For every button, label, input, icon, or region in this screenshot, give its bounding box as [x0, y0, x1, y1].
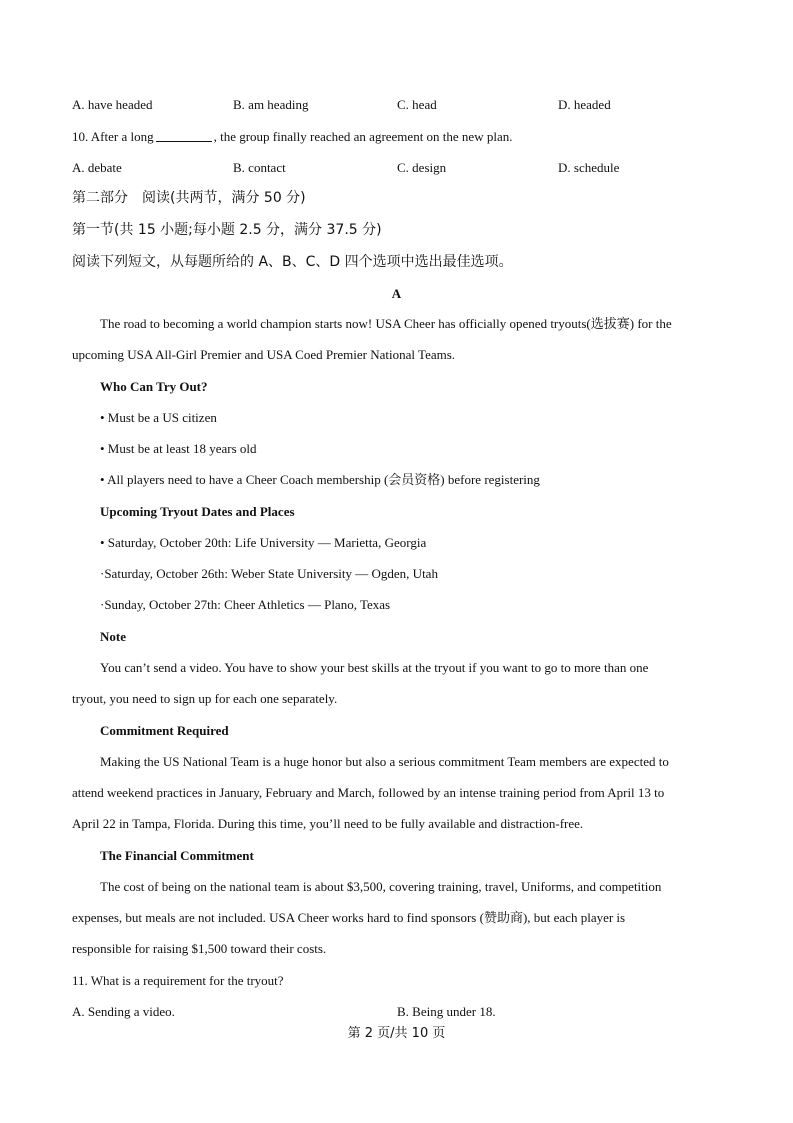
- financial-line-2: expenses, but meals are not included. USA Cheer works hard to find sponsors (赞助商), but each player is: [72, 910, 626, 925]
- commitment-line-1: Making the US National Team is a huge honor but also a serious commitment Team members are expected to: [100, 754, 669, 769]
- q9-option-a: A. have headed: [72, 97, 153, 112]
- q11-option-b: B. Being under 18.: [397, 1004, 496, 1019]
- financial-heading: The Financial Commitment: [100, 848, 254, 863]
- q10-blank: [156, 141, 212, 142]
- passage-intro-2: upcoming USA All-Girl Premier and USA Coed Premier National Teams.: [72, 347, 456, 362]
- financial-line-1: The cost of being on the national team is about $3,500, covering training, travel, Uniforms, and competition: [100, 879, 662, 894]
- q10-option-d: D. schedule: [558, 160, 620, 175]
- q10-suffix: , the group finally reached an agreement on the new plan.: [213, 129, 513, 144]
- note-heading: Note: [100, 629, 126, 644]
- page-footer: 第 2 页/共 10 页: [347, 1026, 446, 1041]
- q10-option-c: C. design: [397, 160, 447, 175]
- financial-line-3: responsible for raising $1,500 toward their costs.: [72, 941, 327, 956]
- q10-option-a: A. debate: [72, 160, 122, 175]
- section-title: 第一节(共 15 小题;每小题 2.5 分，满分 37.5 分): [72, 222, 382, 238]
- q10-stem: [72, 129, 793, 145]
- q9-option-b: B. am heading: [233, 97, 309, 112]
- dates-item-1: • Saturday, October 20th: Life University — Marietta, Georgia: [100, 535, 427, 550]
- note-line-2: tryout, you need to sign up for each one separately.: [72, 691, 338, 706]
- commitment-line-2: attend weekend practices in January, February and March, followed by an intense training period from April 13 to: [72, 785, 665, 800]
- commitment-line-3: April 22 in Tampa, Florida. During this time, you’ll need to be fully available and distraction-free.: [72, 816, 584, 831]
- passage-label: A: [391, 286, 402, 301]
- who-item-1: • Must be a US citizen: [100, 410, 217, 425]
- commitment-heading: Commitment Required: [100, 723, 229, 738]
- dates-heading: Upcoming Tryout Dates and Places: [100, 504, 295, 519]
- q10-prefix: 10. After a long: [72, 129, 154, 144]
- who-item-2: • Must be at least 18 years old: [100, 441, 257, 456]
- q9-option-c: C. head: [397, 97, 437, 112]
- q10-option-b: B. contact: [233, 160, 286, 175]
- q11-stem: 11. What is a requirement for the tryout?: [72, 973, 284, 988]
- dates-item-2: ·Saturday, October 26th: Weber State University — Ogden, Utah: [100, 566, 438, 581]
- dates-item-3: ·Sunday, October 27th: Cheer Athletics — Plano, Texas: [100, 597, 391, 612]
- q11-option-a: A. Sending a video.: [72, 1004, 175, 1019]
- part-title: 第二部分 阅读(共两节，满分 50 分): [72, 190, 306, 206]
- note-line-1: You can’t send a video. You have to show your best skills at the tryout if you want to go to more than one: [100, 660, 649, 675]
- reading-instruction: 阅读下列短文，从每题所给的 A、B、C、D 四个选项中选出最佳选项。: [72, 254, 513, 270]
- who-item-3: • All players need to have a Cheer Coach membership (会员资格) before registering: [100, 472, 540, 487]
- who-heading: Who Can Try Out?: [100, 379, 208, 394]
- q9-option-d: D. headed: [558, 97, 611, 112]
- passage-intro-1: The road to becoming a world champion starts now! USA Cheer has officially opened tryouts(选拔赛) for the: [100, 316, 672, 331]
